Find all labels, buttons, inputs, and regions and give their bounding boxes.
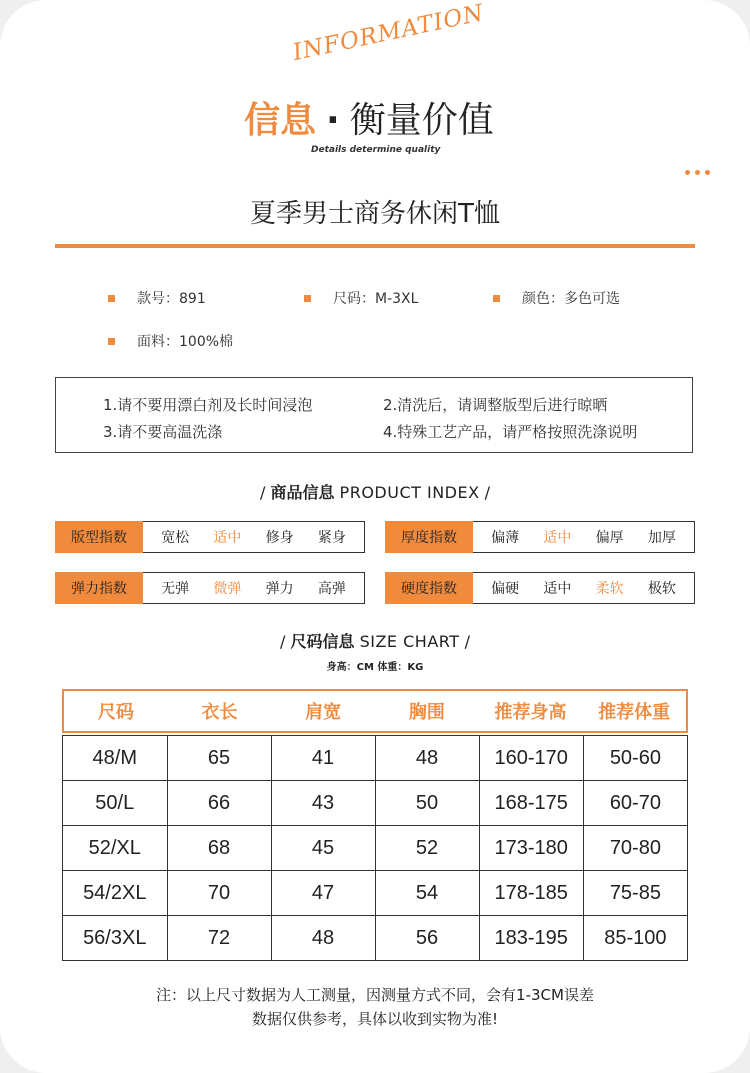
title-orange-part: 信息 [244,100,317,141]
care-item: 2.清洗后，请调整版型后进行晾晒 [383,396,608,414]
table-cell: 75-85 [583,871,687,916]
index-option: 加厚 [647,530,676,546]
table-cell: 48 [375,736,479,781]
spec-label: 面料：100%棉 [137,334,234,350]
table-cell: 54 [375,871,479,916]
index-option-selected: 适中 [543,530,572,546]
spec-item-style-no [108,288,206,308]
spec-item-color [493,288,620,308]
column-header: 推荐身高 [494,702,567,723]
index-option: 修身 [265,530,294,546]
title-dark-part: 衡量价值 [349,100,494,141]
size-table [62,735,688,961]
heading-en: PRODUCT INDEX [339,483,480,502]
page-title [244,92,494,143]
title-divider [55,244,695,248]
spec-label: 尺码：M-3XL [333,291,419,307]
table-row [63,871,688,916]
column-header: 推荐体重 [598,702,671,723]
measurement-note: 注：以上尺寸数据为人工测量，因测量方式不同，会有1-3CM误差 [156,986,594,1004]
index-label: 硬度指数 [385,572,473,604]
table-cell: 47 [271,871,375,916]
table-cell: 66 [167,781,271,826]
page-subtitle: Details determine quality [311,145,441,155]
reference-note: 数据仅供参考，具体以收到实物为准! [251,1010,498,1028]
table-cell: 50 [375,781,479,826]
index-option: 高弹 [317,581,346,597]
table-cell: 54/2XL [63,871,168,916]
index-row-elasticity [55,572,365,604]
index-option: 宽松 [161,530,190,546]
table-cell: 50-60 [583,736,687,781]
table-row [63,826,688,871]
index-label: 厚度指数 [385,521,473,553]
square-bullet-icon [493,295,500,302]
column-header: 衣长 [201,702,238,723]
index-option: 适中 [543,581,572,597]
spec-label: 款号：891 [137,291,206,307]
table-cell: 68 [167,826,271,871]
spec-item-fabric [108,331,233,351]
column-header: 肩宽 [305,702,342,723]
title-dot: · [326,100,340,141]
care-item: 3.请不要高温洗涤 [103,423,223,441]
square-bullet-icon [108,295,115,302]
index-option: 偏硬 [491,581,520,597]
index-option: 偏厚 [595,530,624,546]
index-option: 偏薄 [491,530,520,546]
index-option: 紧身 [317,530,346,546]
table-cell: 70-80 [583,826,687,871]
index-option-selected: 适中 [213,530,242,546]
table-cell: 56 [375,916,479,961]
table-cell: 43 [271,781,375,826]
index-row-fit [55,521,365,553]
table-cell: 48 [271,916,375,961]
heading-en: SIZE CHART [359,632,460,651]
table-cell: 52/XL [63,826,168,871]
column-header: 尺码 [97,702,134,723]
table-row [63,736,688,781]
index-option: 弹力 [265,581,294,597]
table-cell: 178-185 [479,871,583,916]
index-option-selected: 柔软 [595,581,624,597]
index-option-selected: 微弹 [213,581,242,597]
index-label: 弹力指数 [55,572,143,604]
table-cell: 65 [167,736,271,781]
table-row [63,781,688,826]
index-row-hardness [385,572,695,604]
table-cell: 60-70 [583,781,687,826]
square-bullet-icon [108,338,115,345]
table-cell: 45 [271,826,375,871]
table-cell: 183-195 [479,916,583,961]
product-index-heading: / 商品信息 PRODUCT INDEX / [259,483,491,502]
index-option: 极软 [647,581,676,597]
heading-cn: 尺码信息 [290,632,355,651]
table-cell: 50/L [63,781,168,826]
table-cell: 160-170 [479,736,583,781]
three-dots-icon [685,170,710,175]
table-cell: 173-180 [479,826,583,871]
spec-label: 颜色：多色可选 [522,291,620,307]
index-option: 无弹 [161,581,190,597]
care-item: 1.请不要用漂白剂及长时间浸泡 [103,396,313,414]
size-chart-heading: / 尺码信息 SIZE CHART / [280,632,470,651]
size-table-header [62,689,688,733]
table-cell: 85-100 [583,916,687,961]
table-cell: 72 [167,916,271,961]
table-cell: 52 [375,826,479,871]
product-title: 夏季男士商务休闲T恤 [250,199,500,229]
table-cell: 70 [167,871,271,916]
table-row [63,916,688,961]
index-label: 版型指数 [55,521,143,553]
table-cell: 41 [271,736,375,781]
table-cell: 48/M [63,736,168,781]
spec-item-size [304,288,418,308]
heading-cn: 商品信息 [270,483,335,502]
column-header: 胸围 [408,702,445,723]
table-cell: 56/3XL [63,916,168,961]
table-cell: 168-175 [479,781,583,826]
index-row-thickness [385,521,695,553]
care-item: 4.特殊工艺产品，请严格按照洗涤说明 [383,423,638,441]
size-chart-units: 身高：CM 体重：KG [326,662,424,673]
information-script-text: INFORMATION [290,0,487,66]
square-bullet-icon [304,295,311,302]
